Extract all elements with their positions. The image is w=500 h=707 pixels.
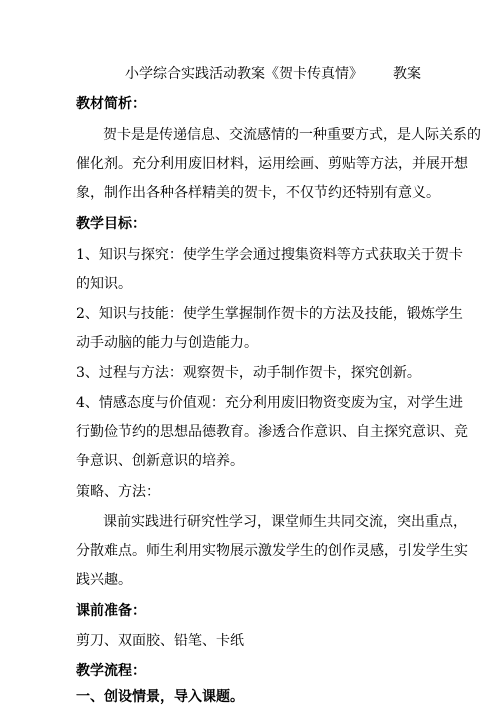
materials-para-line-2: 催化剂。充分利用废旧材料，运用绘画、剪贴等方法，并展开想 — [76, 156, 468, 172]
goal-1-line-2: 的知识。 — [76, 276, 132, 292]
strategy-para-line-2: 分散难点。师生利用实物展示激发学生的创作灵感，引发学生实 — [76, 543, 468, 559]
goal-4-line-2: 行勤俭节约的思想品德教育。渗透合作意识、自主探究意识、竞 — [76, 424, 468, 440]
goal-1-line-1: 1、知识与探究：使学生学会通过搜集资料等方式获取关于贺卡 — [76, 247, 463, 263]
strategy-para-line-1: 课前实践进行研究性学习，课堂师生共同交流，突出重点， — [103, 514, 467, 530]
materials-heading: 教材简析： — [76, 96, 146, 112]
document-title-suffix: 教案 — [393, 66, 421, 82]
step-1-heading: 一、创设情景，导入课题。 — [76, 689, 244, 705]
goal-4-line-3: 争意识、创新意识的培养。 — [76, 453, 244, 469]
prep-heading: 课前准备： — [76, 603, 146, 619]
strategy-para-line-3: 践兴趣。 — [76, 572, 132, 588]
goals-heading: 教学目标： — [76, 216, 146, 232]
goal-4-line-1: 4、情感态度与价值观：充分利用废旧物资变废为宝，对学生进 — [76, 395, 463, 411]
materials-para-line-3: 象，制作出各种各样精美的贺卡，不仅节约还特别有意义。 — [76, 185, 440, 201]
goal-2-line-1: 2、知识与技能：使学生掌握制作贺卡的方法及技能，锻炼学生 — [76, 306, 463, 322]
document-title-main: 小学综合实践活动教案《贺卡传真情》 — [125, 66, 363, 82]
prep-items: 剪刀、双面胶、铅笔、卡纸 — [76, 633, 244, 649]
strategy-heading: 策略、方法： — [76, 484, 160, 500]
document-title — [125, 64, 421, 84]
flow-heading: 教学流程： — [76, 663, 146, 679]
goal-3-line-1: 3、过程与方法：观察贺卡，动手制作贺卡，探究创新。 — [76, 365, 421, 381]
materials-para-line-1: 贺卡是是传递信息、交流感情的一种重要方式，是人际关系的 — [103, 127, 481, 143]
goal-2-line-2: 动手动脑的能力与创造能力。 — [76, 335, 258, 351]
